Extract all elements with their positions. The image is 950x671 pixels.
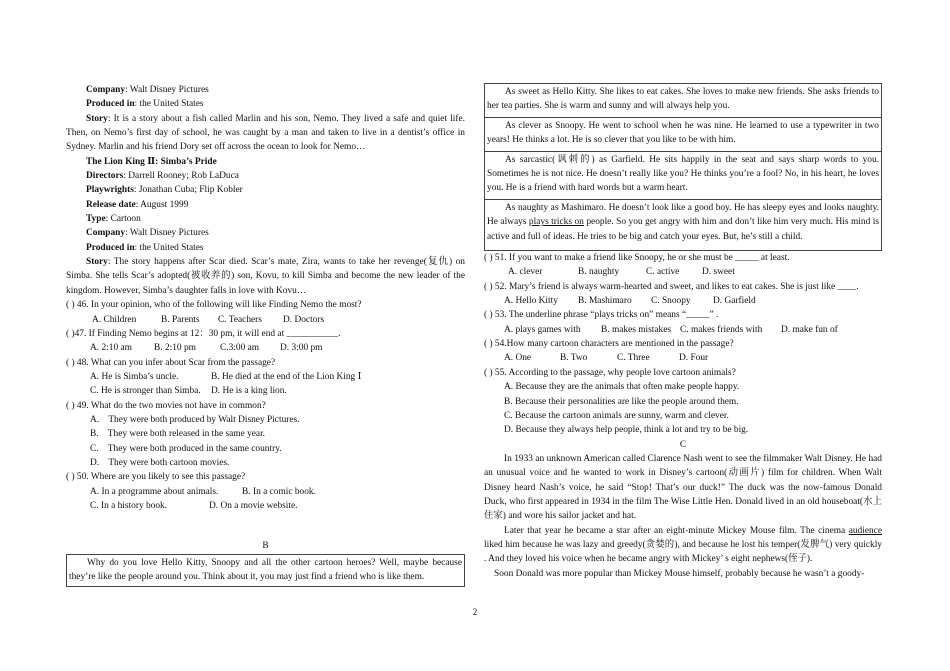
question-46: ( ) 46. In your opinion, who of the following will like Finding Nemo the most? [66, 300, 362, 311]
lion-playwrights: Playwrights: Jonathan Cuba; Flip Kobler [86, 185, 243, 196]
question-47-options: A. 2:10 am B. 2:10 pm C.3:00 am D. 3:00 pm [90, 343, 323, 354]
question-55-option-d: D. Because they always help people, think a lot and try to be big. [504, 425, 749, 436]
question-48: ( ) 48. What can you infer about Scar from the passage? [66, 357, 276, 368]
question-53: ( ) 53. The underline phrase “plays tricks on” means “_____” . [484, 310, 719, 321]
question-51-options: A. clever B. naughty C. active D. sweet [508, 267, 735, 278]
lion-release-date: Release date: August 1999 [86, 199, 189, 210]
question-49-option-c: C. They were both produced in the same country. [90, 443, 282, 454]
question-48-options-ab: A. He is Simba’s uncle. B. He died at the end of the Lion King Ⅰ [90, 371, 362, 382]
question-53-options: A. plays games with B. makes mistakes C. makes friends with D. make fun of [504, 324, 838, 335]
page-number: 2 [472, 607, 478, 617]
nemo-produced-in: Produced in: the United States [86, 99, 204, 110]
question-51: ( ) 51. If you want to make a friend like Snoopy, he or she must be _____ at least. [484, 253, 790, 264]
question-49-option-a: A. They were both produced by Walt Disney Pictures. [90, 414, 300, 425]
question-50: ( ) 50. Where are you likely to see this passage? [66, 472, 246, 483]
section-c-paragraph-3: Soon Donald was more popular than Mickey Mouse himself, probably because he wasn’t a goody- [494, 568, 865, 579]
section-b-heading: B [262, 541, 269, 552]
question-49: ( ) 49. What do the two movies not have in common? [66, 400, 266, 411]
question-49-option-b: B. They were both released in the same year. [90, 429, 266, 440]
question-46-options: A. Children B. Parents C. Teachers D. Doctors [92, 314, 325, 325]
section-b-intro-box: Why do you love Hello Kitty, Snoopy and all the other cartoon heroes? Well, maybe because they’re like the people around you. Think about it, you may just find a friend who is like them. [66, 554, 465, 588]
left-column [66, 83, 465, 587]
question-52-options: A. Hello Kitty B. Mashimaro C. Snoopy D. Garfield [504, 296, 756, 307]
section-c-paragraph-1: In 1933 an unknown American called Clarence Nash went to see the filmmaker Walt Disney. He had an unusual voice and he wanted to work in Disney’s cartoon(动画片) film for children. When Walt Disney heard Nash’s voice, he said “Stop! That’s our duck!” The duck was the now-famous Donald Duck, who first appeared in 1934 in the film The Wise Little Hen. Donald lived in an old houseboat(水上住家) and wore his sailor jacket and hat. [484, 453, 882, 522]
question-47: ( )47. If Finding Nemo begins at 12：30 pm, it will end at ___________. [66, 328, 341, 339]
right-column [484, 83, 882, 581]
question-50-options-ab: A. In a programme about animals. B. In a comic book. [90, 486, 316, 497]
mashimaro-box: As naughty as Mashimaro. He doesn’t look like a good boy. He has sleepy eyes and looks naughty. He always plays tricks on people. So you get angry with him and don’t like him very much. His mind is active and full of ideas. He tries to be big and catch your eyes. But, he’s still a child. [484, 200, 882, 251]
nemo-company: Company: Walt Disney Pictures [86, 85, 209, 95]
question-52: ( ) 52. Mary’s friend is always warm-hearted and sweet, and likes to eat cakes. She is just like ____. [484, 281, 859, 292]
lion-directors: Directors: Darrell Rooney; Rob LaDuca [86, 171, 239, 182]
section-c-paragraph-2: Later that year he became a star after an eight-minute Mickey Mouse film. The cinema audience liked him because he was lazy and greedy(贪婪的), and because he lost his temper(发脾气) very quickly . And they loved his voice when he became angry with Mickey’ s eight nephews(侄子). [484, 525, 882, 565]
question-54: ( ) 54.How many cartoon characters are mentioned in the passage? [484, 339, 734, 350]
question-55-option-b: B. Because their personalities are like the people around them. [504, 396, 739, 407]
question-50-options-cd: C. In a history book. D. On a movie website. [90, 500, 298, 511]
question-48-options-cd: C. He is stronger than Simba. D. He is a king lion. [90, 386, 287, 397]
lion-type: Type: Cartoon [86, 214, 141, 225]
question-55-option-a: A. Because they are the animals that often make people happy. [504, 382, 740, 393]
lion-produced-in: Produced in: the United States [86, 242, 204, 253]
nemo-story: Story: It is a story about a fish called Marlin and his son, Nemo. They lived a safe and quiet life. Then, on Nemo’s first day of school, he was caught by a man and taken to live in a dentist’s office in Sydney. Marlin and his friend Dory set off across the ocean to look for Nemo… [66, 113, 465, 153]
garfield-box: As sarcastic(讽刺的) as Garfield. He sits happily in the seat and says sharp words to you. Sometimes he is not nice. He doesn’t really like you? He thinks you’re a fool? No, in his heart, he loves you. He is a friend with hard words but a warm heart. [484, 152, 882, 200]
question-54-options: A. One B. Two C. Three D. Four [504, 353, 709, 364]
snoopy-box: As clever as Snoopy. He went to school when he was nine. He learned to use a typewriter in two years! He thinks a lot. He is so clever that you like to be with him. [484, 118, 882, 152]
question-55: ( ) 55. According to the passage, why people love cartoon animals? [484, 367, 736, 378]
hello-kitty-box: As sweet as Hello Kitty. She likes to eat cakes. She loves to make new friends. She asks friends to her tea parties. She is warm and sunny and will always help you. [484, 83, 882, 118]
section-c-heading: C [679, 439, 687, 450]
question-49-option-d: D. They were both cartoon movies. [90, 457, 230, 468]
lion-company: Company: Walt Disney Pictures [86, 228, 209, 239]
lion-story: Story: The story happens after Scar died. Scar’s mate, Zira, wants to take her revenge(复仇) on Simba. She tells Scar’s adopted(被收养的) son, Kovu, to kill Simba and become the new leader of the kingdom. However, Simba’s daughter falls in love with Kovu… [66, 257, 465, 296]
question-55-option-c: C. Because the cartoon animals are sunny, warm and clever. [504, 410, 729, 421]
lion-king-title: The Lion King Ⅱ: Simba’s Pride [86, 156, 217, 167]
